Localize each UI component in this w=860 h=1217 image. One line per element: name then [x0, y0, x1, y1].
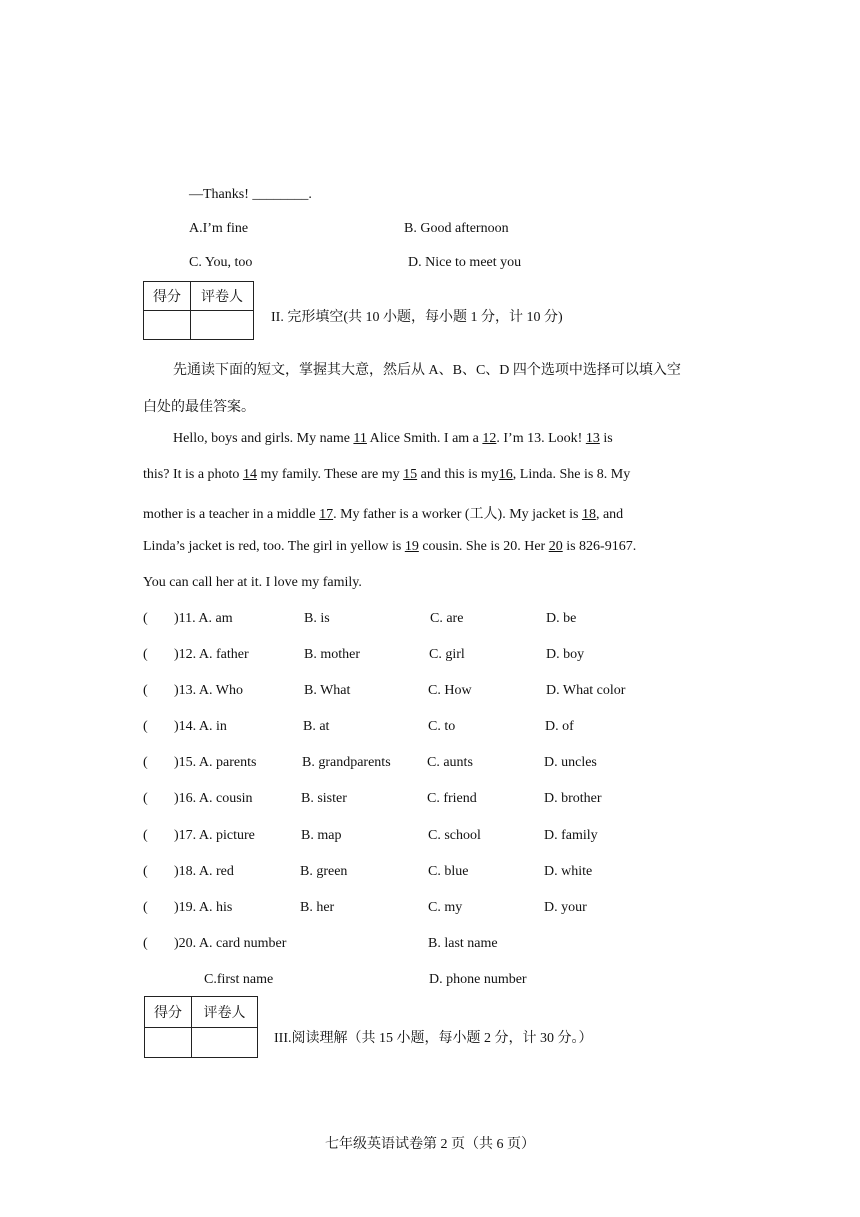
- blank-11: 11: [353, 431, 367, 446]
- passage-line-1: [173, 431, 613, 447]
- q10-option-b: B. Good afternoon: [404, 221, 509, 236]
- q20-option-b: B. last name: [428, 936, 498, 951]
- passage-text: this? It is a photo: [143, 467, 243, 482]
- section3-title: III.阅读理解（共 15 小题，每小题 2 分，计 30 分。）: [274, 1031, 593, 1046]
- q14-option-b: B. at: [303, 719, 330, 734]
- blank-12: 12: [482, 431, 497, 446]
- q16-paren: (: [143, 791, 148, 806]
- q18-option-a: )18. A. red: [174, 864, 234, 879]
- q16-option-c: C. friend: [427, 791, 477, 806]
- q18-paren: (: [143, 864, 148, 879]
- grader-label: 评卷人: [191, 282, 254, 311]
- q20-option-d: D. phone number: [429, 972, 527, 987]
- passage-line-4: [143, 539, 636, 555]
- q10-prompt: —Thanks! ________.: [189, 187, 312, 202]
- score-cell: [144, 311, 191, 340]
- q19-option-b: B. her: [300, 900, 335, 915]
- q20-paren: (: [143, 936, 148, 951]
- q13-option-d: D. What color: [546, 683, 626, 698]
- blank-17: 17: [319, 507, 334, 522]
- q11-option-d: D. be: [546, 611, 577, 626]
- q17-option-b: B. map: [301, 828, 342, 843]
- passage-line-5: You can call her at it. I love my family.: [143, 575, 362, 590]
- grader-label: 评卷人: [192, 997, 258, 1028]
- q19-option-d: D. your: [544, 900, 587, 915]
- section2-instruction-line1: 先通读下面的短文，掌握其大意，然后从 A、B、C、D 四个选项中选择可以填入空: [173, 363, 681, 378]
- q15-option-a: )15. A. parents: [174, 755, 257, 770]
- q10-option-a: A.I’m fine: [189, 221, 249, 236]
- page-footer: 七年级英语试卷第 2 页（共 6 页）: [325, 1137, 535, 1152]
- blank-16: 16: [498, 467, 513, 482]
- passage-text: is 826-9167.: [562, 539, 637, 554]
- q13-option-b: B. What: [304, 683, 351, 698]
- passage-text: Hello, boys and girls. My name: [173, 431, 354, 446]
- q15-option-d: D. uncles: [544, 755, 597, 770]
- passage-text: cousin. She is 20. Her: [418, 539, 549, 554]
- q16-option-a: )16. A. cousin: [174, 791, 253, 806]
- passage-text: mother is a teacher in a middle: [143, 507, 320, 522]
- q12-option-a: )12. A. father: [174, 647, 249, 662]
- blank-18: 18: [581, 507, 596, 522]
- passage-line-3: [143, 503, 623, 523]
- q15-option-c: C. aunts: [427, 755, 473, 770]
- passage-line-2: [143, 467, 630, 483]
- q14-option-a: )14. A. in: [174, 719, 227, 734]
- section2-instruction-line2: 白处的最佳答案。: [143, 400, 255, 415]
- section2-title: II. 完形填空(共 10 小题，每小题 1 分，计 10 分): [271, 310, 563, 325]
- grader-cell: [191, 311, 254, 340]
- blank-14: 14: [242, 467, 257, 482]
- passage-text: and this is my: [417, 467, 499, 482]
- q14-option-d: D. of: [545, 719, 574, 734]
- score-box-section2: [143, 281, 254, 340]
- q19-paren: (: [143, 900, 148, 915]
- q15-paren: (: [143, 755, 148, 770]
- q13-option-a: )13. A. Who: [174, 683, 243, 698]
- q10-option-c: C. You, too: [189, 255, 253, 270]
- q18-option-c: C. blue: [428, 864, 469, 879]
- score-label: 得分: [145, 997, 192, 1028]
- q12-option-c: C. girl: [429, 647, 465, 662]
- score-cell: [145, 1028, 192, 1058]
- q16-option-d: D. brother: [544, 791, 602, 806]
- q11-paren: (: [143, 611, 148, 626]
- q11-option-a: )11. A. am: [174, 611, 233, 626]
- q11-option-b: B. is: [304, 611, 330, 626]
- blank-19: 19: [404, 539, 419, 554]
- score-label: 得分: [144, 282, 191, 311]
- q17-option-d: D. family: [544, 828, 598, 843]
- passage-text: Alice Smith. I am a: [366, 431, 483, 446]
- q20-option-c: C.first name: [204, 972, 274, 987]
- q17-option-a: )17. A. picture: [174, 828, 255, 843]
- blank-20: 20: [548, 539, 563, 554]
- q19-option-a: )19. A. his: [174, 900, 233, 915]
- score-box-section3: [144, 996, 258, 1058]
- q15-option-b: B. grandparents: [302, 755, 391, 770]
- q16-option-b: B. sister: [301, 791, 347, 806]
- q11-option-c: C. are: [430, 611, 464, 626]
- q13-paren: (: [143, 683, 148, 698]
- q17-option-c: C. school: [428, 828, 481, 843]
- blank-15: 15: [403, 467, 418, 482]
- passage-text: . I’m 13. Look!: [496, 431, 586, 446]
- q13-option-c: C. How: [428, 683, 472, 698]
- q20-option-a: )20. A. card number: [174, 936, 287, 951]
- passage-text: Linda’s jacket is red, too. The girl in yellow is: [143, 539, 405, 554]
- passage-text: , and: [595, 507, 624, 522]
- q14-option-c: C. to: [428, 719, 456, 734]
- passage-text: . My father is a worker (工人). My jacket is: [333, 507, 582, 522]
- passage-text: is: [599, 431, 613, 446]
- grader-cell: [192, 1028, 258, 1058]
- q12-option-b: B. mother: [304, 647, 360, 662]
- q10-option-d: D. Nice to meet you: [408, 255, 522, 270]
- q12-option-d: D. boy: [546, 647, 585, 662]
- q12-paren: (: [143, 647, 148, 662]
- q18-option-b: B. green: [300, 864, 348, 879]
- q18-option-d: D. white: [544, 864, 593, 879]
- blank-13: 13: [585, 431, 600, 446]
- passage-text: my family. These are my: [256, 467, 404, 482]
- q19-option-c: C. my: [428, 900, 463, 915]
- q14-paren: (: [143, 719, 148, 734]
- passage-text: , Linda. She is 8. My: [512, 467, 631, 482]
- q17-paren: (: [143, 828, 148, 843]
